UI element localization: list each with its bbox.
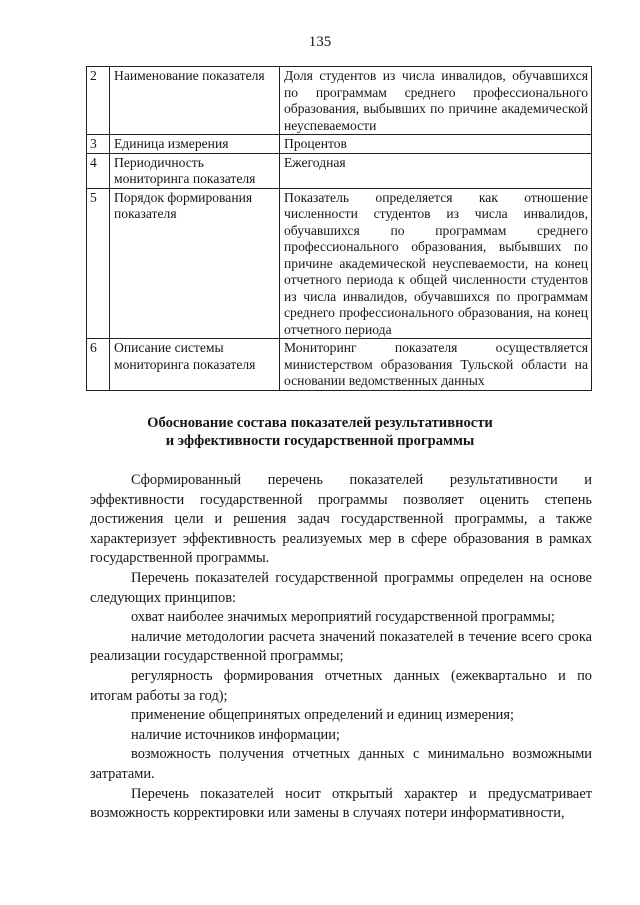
row-name: Описание системы мониторинга показателя (110, 339, 280, 391)
row-number: 5 (87, 188, 110, 339)
table-row (87, 67, 592, 135)
row-name: Наименование показателя (110, 67, 280, 135)
paragraph: Перечень показателей носит открытый характер и предусматривает возможность корректировки или замены в случаях потери информативности, (90, 785, 592, 822)
page-number: 135 (308, 34, 332, 50)
heading-line: Обоснование состава показателей результативности (147, 415, 493, 431)
indicator-table (86, 66, 592, 391)
row-name: Порядок формирования показателя (110, 188, 280, 339)
list-item: наличие источников информации; (131, 726, 340, 743)
row-value: Доля студентов из числа инвалидов, обучавшихся по программам среднего профессионального образования, выбывших по причине академической неуспеваемости (280, 67, 592, 135)
row-number: 2 (87, 67, 110, 135)
row-value: Ежегодная (280, 153, 592, 188)
table-row (87, 188, 592, 339)
list-item: наличие методологии расчета значений показателей в течение всего срока реализации государственной программы; (90, 628, 592, 665)
row-value: Показатель определяется как отношение численности студентов из числа инвалидов, обучавшихся по программам среднего профессионального образования, выбывших по причине академической неуспеваемости, на конец отчетного периода к общей численности студентов из числа инвалидов, обучавшихся по программам среднего профессионального образования, на конец отчетного периода (280, 188, 592, 339)
paragraph: Перечень показателей государственной программы определен на основе следующих принципов: (90, 569, 592, 606)
table-row (87, 153, 592, 188)
body-text (90, 471, 592, 824)
section-heading (0, 414, 640, 450)
heading-line: и эффективности государственной программы (165, 433, 475, 449)
row-number: 4 (87, 153, 110, 188)
row-name: Периодичность мониторинга показателя (110, 153, 280, 188)
row-value: Мониторинг показателя осуществляется министерством образования Тульской области на основании ведомственных данных (280, 339, 592, 391)
list-item: регулярность формирования отчетных данных (ежеквартально и по итогам работы за год); (90, 667, 592, 704)
row-name: Единица измерения (110, 135, 280, 154)
row-number: 3 (87, 135, 110, 154)
table-row (87, 339, 592, 391)
paragraph: Сформированный перечень показателей результативности и эффективности государственной программы позволяет оценить степень достижения цели и решения задач государственной программы, а также характеризует эффективность реализуемых мер в сфере образования в рамках государственной программы. (90, 472, 592, 567)
list-item: применение общепринятых определений и единиц измерения; (131, 707, 514, 724)
table-row (87, 135, 592, 154)
list-item: охват наиболее значимых мероприятий государственной программы; (131, 609, 555, 626)
row-number: 6 (87, 339, 110, 391)
list-item: возможность получения отчетных данных с минимально возможными затратами. (90, 746, 592, 782)
row-value: Процентов (280, 135, 592, 154)
